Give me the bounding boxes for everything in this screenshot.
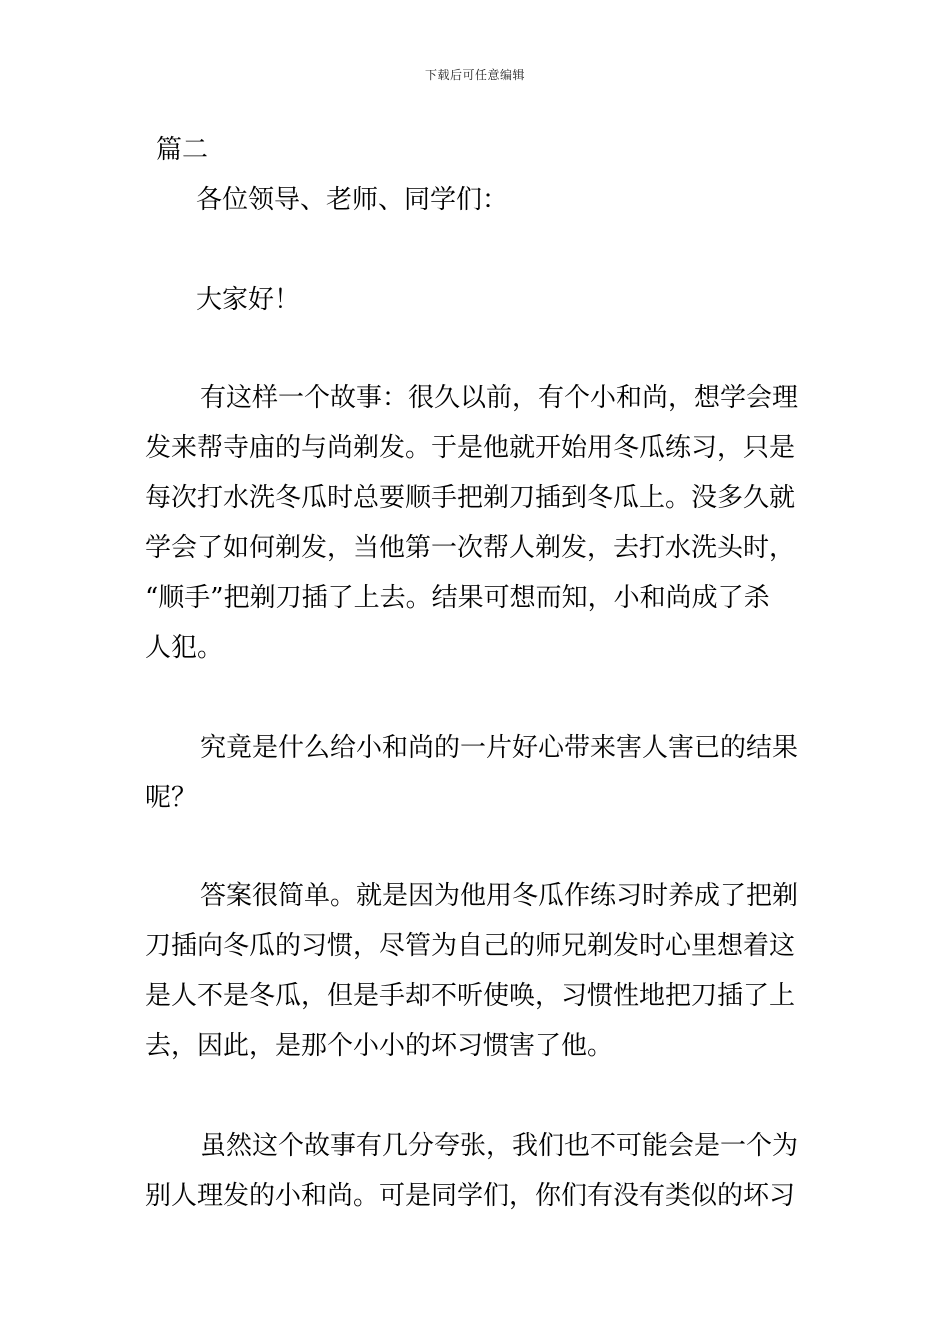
paragraph-line: 别人理发的小和尚。可是同学们，你们有没有类似的坏习 (145, 1181, 796, 1211)
salutation: 各位领导、老师、同学们： (196, 185, 509, 215)
paragraph-line: 虽然这个故事有几分夸张，我们也不可能会是一个为 (200, 1131, 799, 1161)
paragraph-line: 刀插向冬瓜的习惯，尽管为自己的师兄剃发时心里想着这 (145, 931, 796, 961)
paragraph-line: 答案很简单。就是因为他用冬瓜作练习时养成了把剃 (200, 881, 799, 911)
paragraph-line: 发来帮寺庙的与尚剃发。于是他就开始用冬瓜练习，只是 (145, 433, 796, 463)
paragraph-line: 人犯。 (145, 633, 224, 663)
paragraph-line: 究竟是什么给小和尚的一片好心带来害人害已的结果 (200, 733, 799, 763)
paragraph-line: 有这样一个故事：很久以前，有个小和尚，想学会理 (200, 383, 799, 413)
paragraph-line: 是人不是冬瓜，但是手却不听使唤，习惯性地把刀插了上 (145, 981, 796, 1011)
header-note: 下载后可任意编辑 (424, 68, 525, 82)
paragraph-line: 去，因此，是那个小小的坏习惯害了他。 (145, 1031, 614, 1061)
paragraph-line: 学会了如何剃发，当他第一次帮人剃发，去打水洗头时， (145, 533, 796, 563)
paragraph-line: 呢？ (145, 783, 198, 813)
paragraph-line: “顺手”把剃刀插了上去。结果可想而知，小和尚成了杀 (145, 583, 770, 613)
greeting: 大家好！ (196, 285, 301, 315)
section-title: 篇二 (156, 135, 209, 165)
paragraph-line: 每次打水洗冬瓜时总要顺手把剃刀插到冬瓜上。没多久就 (145, 483, 796, 513)
